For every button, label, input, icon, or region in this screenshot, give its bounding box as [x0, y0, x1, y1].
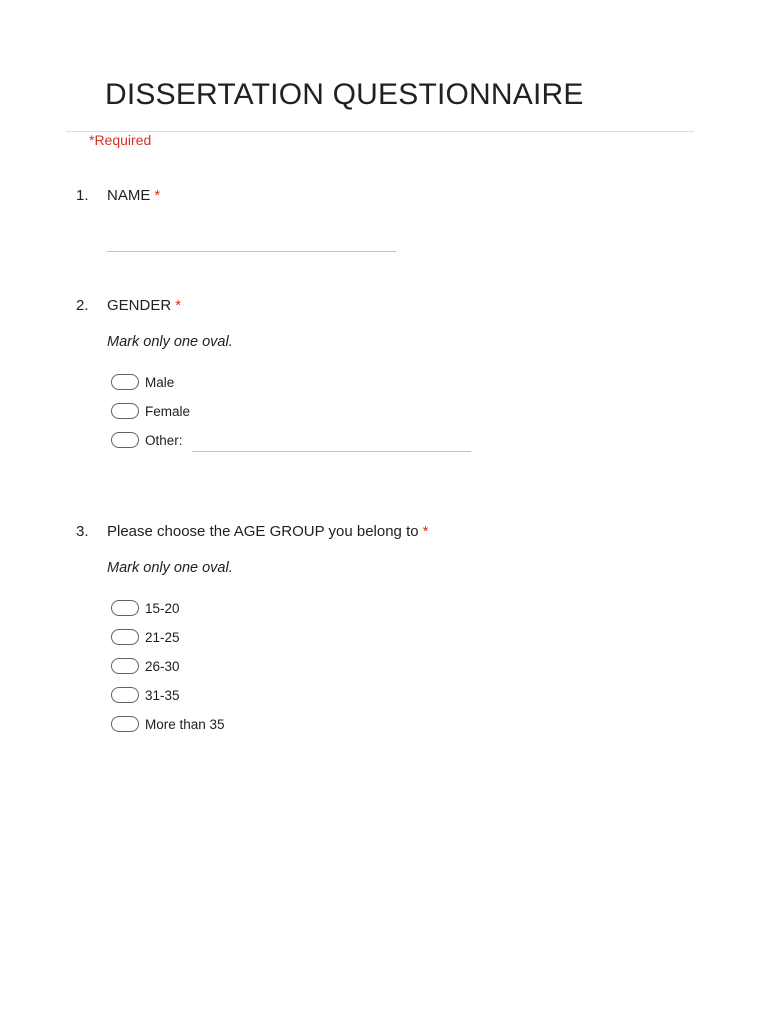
option-label: Male: [145, 374, 175, 390]
option-more-than-35[interactable]: [111, 714, 225, 734]
option-male[interactable]: [111, 372, 174, 392]
title-divider: [66, 131, 694, 132]
option-15-20[interactable]: [111, 598, 180, 618]
radio-oval[interactable]: [111, 716, 139, 732]
option-label: Other:: [145, 432, 183, 448]
radio-oval[interactable]: [111, 658, 139, 674]
question-label: GENDER: [107, 297, 172, 314]
required-star: *: [422, 523, 429, 540]
question-hint: Mark only one oval.: [107, 334, 233, 350]
question-hint: Mark only one oval.: [107, 560, 233, 576]
other-input-line[interactable]: [192, 451, 471, 452]
option-label: More than 35: [145, 716, 225, 732]
form-title: DISSERTATION QUESTIONNAIRE: [105, 78, 584, 111]
question-label: Please choose the AGE GROUP you belong to: [107, 523, 419, 540]
required-star: *: [175, 297, 182, 314]
question-text: [107, 187, 160, 204]
question-text: [107, 523, 428, 540]
option-label: 15-20: [145, 600, 180, 616]
radio-oval[interactable]: [111, 374, 139, 390]
option-female[interactable]: [111, 401, 190, 421]
radio-oval[interactable]: [111, 403, 139, 419]
required-star: *: [154, 187, 161, 204]
required-note: *Required: [89, 132, 152, 148]
question-label: NAME: [107, 187, 151, 204]
name-input-line[interactable]: [107, 251, 396, 252]
question-number: 3.: [76, 523, 89, 540]
option-label: 21-25: [145, 629, 180, 645]
option-label: 26-30: [145, 658, 180, 674]
question-number: 1.: [76, 187, 89, 204]
option-label: 31-35: [145, 687, 180, 703]
question-number: 2.: [76, 297, 89, 314]
radio-oval[interactable]: [111, 600, 139, 616]
radio-oval[interactable]: [111, 687, 139, 703]
option-26-30[interactable]: [111, 656, 180, 676]
radio-oval[interactable]: [111, 432, 139, 448]
radio-oval[interactable]: [111, 629, 139, 645]
question-text: [107, 297, 181, 314]
option-label: Female: [145, 403, 191, 419]
option-other[interactable]: [111, 430, 183, 450]
option-21-25[interactable]: [111, 627, 180, 647]
option-31-35[interactable]: [111, 685, 180, 705]
